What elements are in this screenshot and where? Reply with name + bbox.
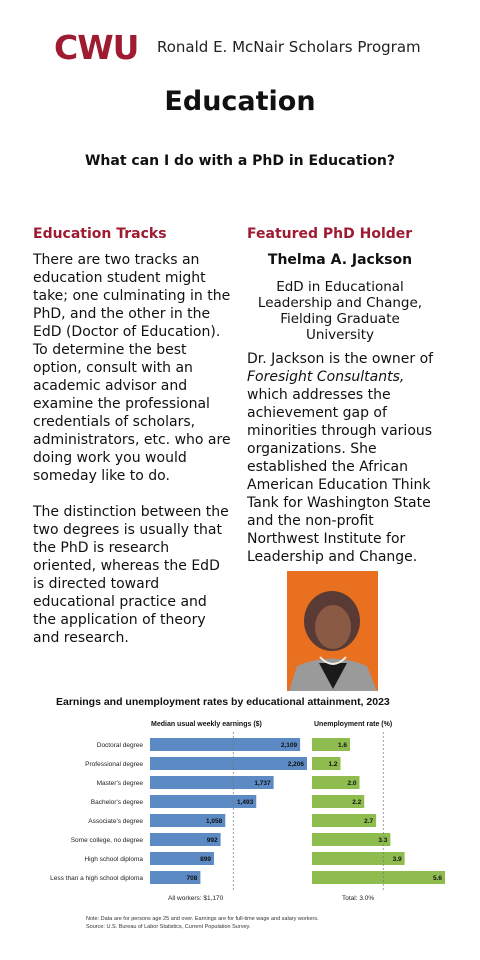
chart-source: Source: U.S. Bureau of Labor Statistics, Current Population Survey. [86, 924, 251, 930]
earnings-reference-label: All workers: $1,170 [168, 895, 224, 902]
earnings-bar [150, 757, 307, 770]
unemployment-value-label: 1.6 [337, 742, 347, 749]
unemployment-value-label: 3.9 [392, 856, 402, 863]
category-label: Associate's degree [88, 818, 143, 825]
chart-note: Note: Data are for persons age 25 and over. Earnings are for full-time wage and salary workers. [86, 916, 319, 922]
unemployment-bar [312, 852, 405, 865]
page-header [0, 28, 480, 68]
earnings-value-label: 1,493 [236, 799, 254, 806]
earnings-value-label: 992 [206, 837, 218, 844]
holder-degree: EdD in Educational Leadership and Change, Fielding Graduate University [257, 279, 423, 343]
bio-intro: Dr. Jackson is the owner of [247, 351, 434, 367]
unemployment-value-label: 3.3 [378, 837, 388, 844]
page-title: Education [164, 86, 316, 117]
bio-rest: which addresses the achievement gap of minorities through various organizations. She established the African American Education Think Tank for Washington State and the non-profit Northwest Institute for Leadership and Change. [247, 387, 433, 565]
earnings-value-label: 2,109 [280, 742, 298, 749]
earnings-bar [150, 738, 300, 751]
holder-bio [247, 350, 437, 566]
tracks-paragraph-1: There are two tracks an education student might take; one culminating in the PhD, and the other in the EdD (Doctor of Education). To determine the best option, consult with an academic advisor and examine the professional credentials of scholars, administrators, etc. who are doing work you would someday like to do. [33, 252, 231, 484]
unemployment-bar [312, 871, 445, 884]
category-label: Bachelor's degree [90, 799, 143, 806]
tracks-heading: Education Tracks [33, 226, 167, 242]
earnings-value-label: 899 [200, 856, 211, 863]
unemployment-value-label: 2.7 [364, 818, 374, 825]
category-label: Some college, no degree [70, 837, 143, 844]
holder-photo [287, 571, 378, 691]
category-label: Master's degree [96, 780, 143, 787]
category-label: Less than a high school diploma [50, 875, 143, 882]
page-question: What can I do with a PhD in Education? [84, 153, 396, 169]
earnings-value-label: 708 [186, 875, 198, 882]
earnings-series-title: Median usual weekly earnings ($) [151, 721, 262, 728]
earnings-value-label: 1,058 [206, 818, 223, 825]
unemployment-reference-label: Total: 3.0% [342, 895, 375, 902]
unemployment-value-label: 2.0 [347, 780, 357, 787]
category-label: High school diploma [84, 856, 143, 863]
category-label: Doctoral degree [96, 742, 143, 749]
unemployment-series-title: Unemployment rate (%) [314, 721, 393, 728]
unemployment-value-label: 5.6 [432, 875, 442, 882]
earnings-value-label: 2,206 [287, 761, 304, 768]
category-label: Professional degree [85, 761, 143, 768]
unemployment-value-label: 2.2 [352, 799, 362, 806]
tracks-paragraph-2: The distinction between the two degrees is usually that the PhD is research oriented, whereas the EdD is directed toward educational practice and the application of theory and research. [33, 504, 229, 646]
earnings-value-label: 1,737 [254, 780, 271, 787]
featured-heading: Featured PhD Holder [247, 226, 413, 242]
svg-text:CWU: CWU [54, 30, 139, 64]
earnings-unemployment-chart [28, 693, 452, 943]
bio-company: Foresight Consultants, [247, 369, 405, 385]
cwu-logo [54, 30, 144, 64]
unemployment-value-label: 1.2 [328, 761, 338, 768]
program-name: Ronald E. McNair Scholars Program [157, 38, 421, 56]
chart-title: Earnings and unemployment rates by educational attainment, 2023 [56, 696, 390, 708]
holder-name: Thelma A. Jackson [267, 252, 413, 268]
